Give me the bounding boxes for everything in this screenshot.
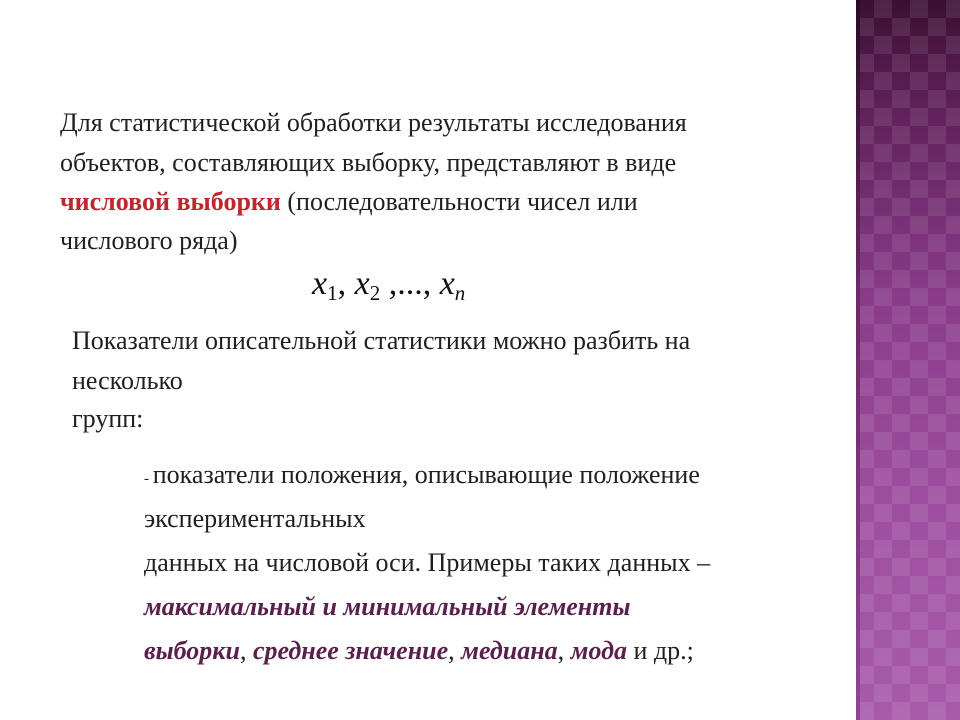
paragraph1-line2: объектов, составляющих выборку, представляют в виде bbox=[60, 148, 677, 177]
decorative-side-panel bbox=[856, 0, 960, 720]
formula-var-2: x bbox=[354, 265, 370, 302]
term-mode: мода bbox=[570, 636, 628, 665]
formula-sub-1: 1 bbox=[327, 281, 338, 305]
bullet-tail: и др.; bbox=[627, 636, 694, 665]
formula-ellipsis: ... bbox=[397, 265, 423, 302]
formula-var-1: x bbox=[312, 265, 328, 302]
bullet-line3: данных на числовой оси. Примеры таких данных – bbox=[144, 548, 711, 577]
numeric-sample-term: числовой выборки bbox=[60, 187, 281, 216]
separator: , bbox=[239, 636, 253, 665]
term-mean: среднее значение bbox=[252, 636, 449, 665]
separator: , bbox=[448, 636, 462, 665]
bullet-line1 bbox=[144, 460, 700, 494]
bullet-line2: экспериментальных bbox=[144, 504, 366, 533]
formula-sub-2: 2 bbox=[369, 281, 381, 305]
paragraph2-line2: несколько bbox=[72, 366, 183, 395]
term-sample: выборки bbox=[144, 636, 240, 665]
bullet-line4 bbox=[144, 592, 631, 622]
paragraph2-line3: групп: bbox=[72, 404, 144, 433]
term-median: медиана bbox=[461, 636, 558, 665]
term-max-min: максимальный и минимальный элементы bbox=[144, 592, 631, 621]
formula-sub-n: n bbox=[454, 281, 466, 305]
bullet-line5 bbox=[144, 636, 694, 666]
paragraph1-line1: Для статистической обработки результаты исследования bbox=[60, 108, 687, 137]
paragraph1-line4: числового ряда) bbox=[60, 226, 238, 255]
formula-var-3: x bbox=[439, 265, 455, 302]
bullet-dash: - bbox=[144, 471, 153, 487]
paragraph2-line1: Показатели описательной статистики можно разбить на bbox=[72, 326, 691, 355]
bullet-line1-text: показатели положения, описывающие положение bbox=[152, 460, 700, 489]
paragraph1-line3 bbox=[60, 187, 638, 217]
separator: , bbox=[557, 636, 571, 665]
sequence-formula: $x_1$, $x_2$ ,..., xn bbox=[312, 265, 466, 305]
paragraph1-line3-rest: (последовательности чисел или bbox=[280, 187, 638, 216]
